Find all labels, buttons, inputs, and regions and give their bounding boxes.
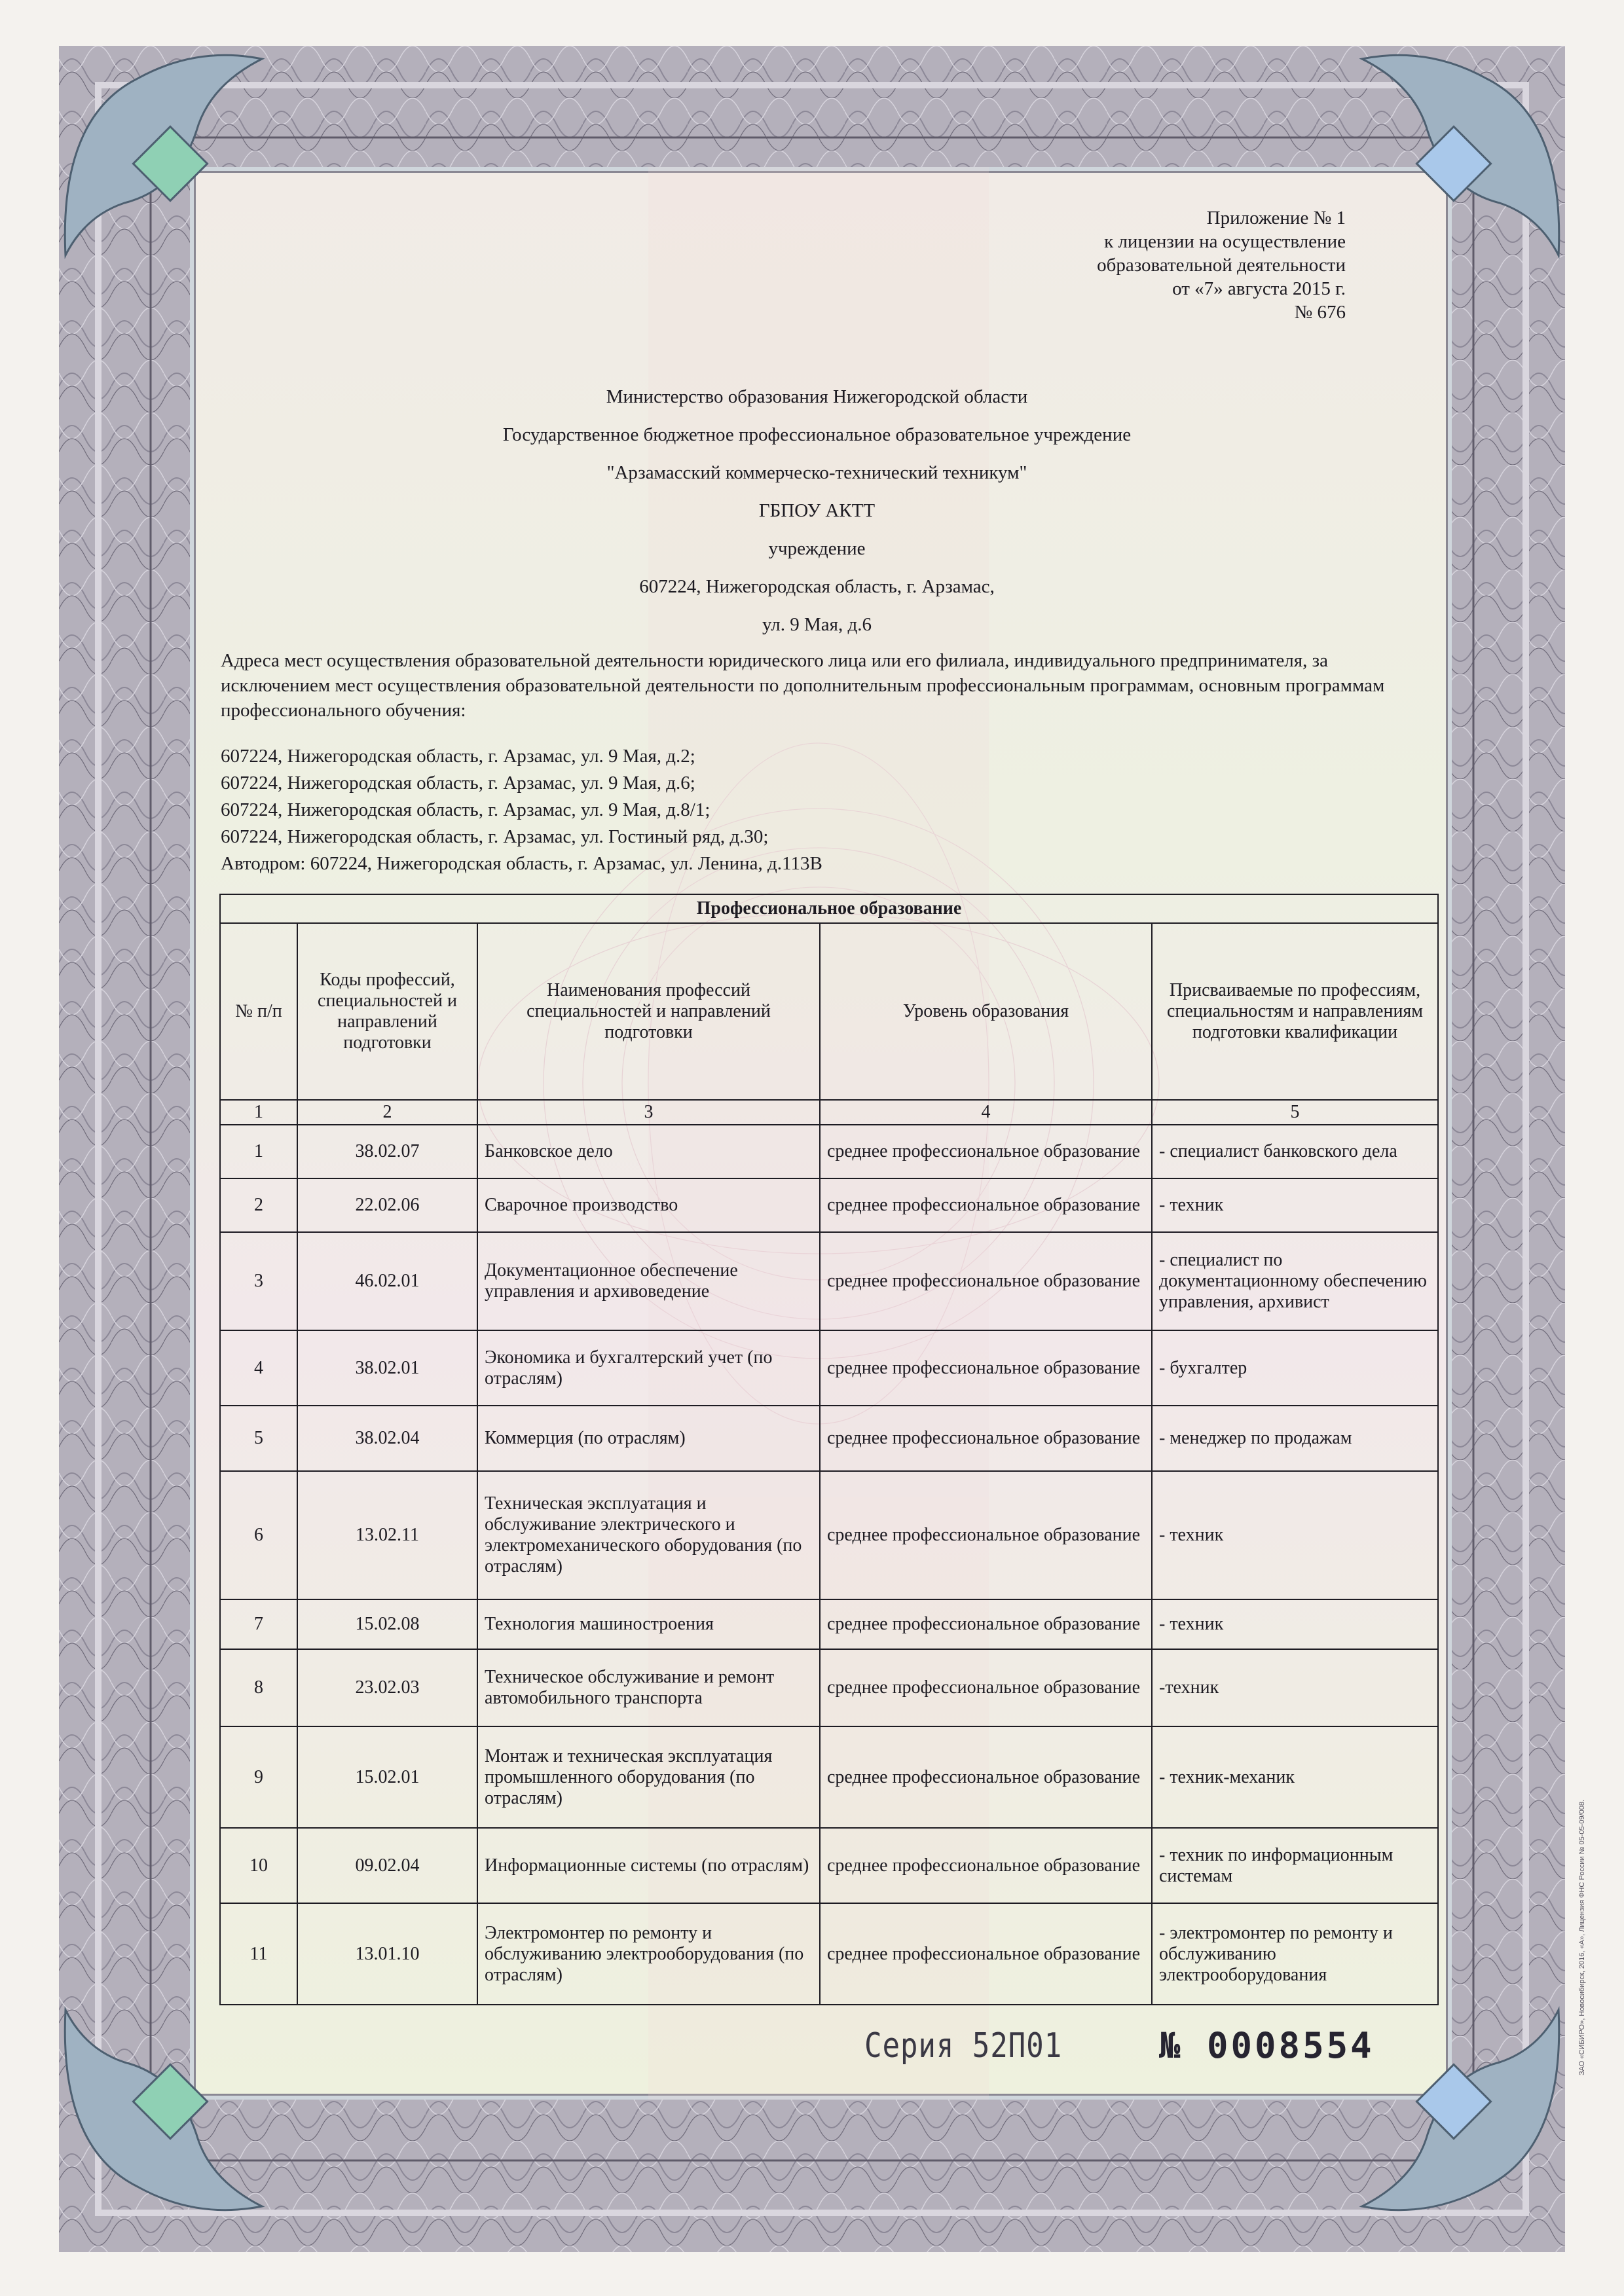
row-level: среднее профессиональное образование (820, 1903, 1152, 2005)
legal-address-line1: 607224, Нижегородская область, г. Арзамас, (639, 576, 995, 597)
form-series: Серия 52П01 (864, 2026, 1063, 2066)
row-number: 11 (220, 1903, 297, 2005)
address-item: 607224, Нижегородская область, г. Арзамас, ул. 9 Мая, д.2; (221, 746, 695, 767)
row-number: 7 (220, 1599, 297, 1649)
row-number: 9 (220, 1726, 297, 1828)
row-qualification: - техник по информационным системам (1152, 1828, 1438, 1903)
institution-kind: учреждение (768, 538, 866, 559)
row-code: 13.01.10 (297, 1903, 477, 2005)
row-name: Техническое обслуживание и ремонт автомобильного транспорта (477, 1649, 820, 1726)
addresses-list (221, 743, 1439, 877)
row-code: 22.02.06 (297, 1178, 477, 1232)
table-row (220, 1599, 1438, 1649)
document-content (190, 167, 1444, 2092)
institution-type: Государственное бюджетное профессиональное образовательное учреждение (502, 424, 1132, 445)
row-code: 38.02.07 (297, 1125, 477, 1178)
professions-table (219, 894, 1439, 2005)
row-number: 10 (220, 1828, 297, 1903)
appendix-line: к лицензии на осуществление (1104, 231, 1346, 252)
row-name: Техническая эксплуатация и обслуживание электрического и электромеханического оборудования (по отраслям) (477, 1471, 820, 1599)
row-code: 38.02.01 (297, 1330, 477, 1406)
row-level: среднее профессиональное образование (820, 1726, 1152, 1828)
row-number: 6 (220, 1471, 297, 1599)
row-level: среднее профессиональное образование (820, 1232, 1152, 1330)
row-level: среднее профессиональное образование (820, 1828, 1152, 1903)
row-number: 5 (220, 1406, 297, 1471)
row-code: 38.02.04 (297, 1406, 477, 1471)
row-qualification: - техник-механик (1152, 1726, 1438, 1828)
column-number: 1 (220, 1100, 297, 1125)
institution-name: "Арзамасский коммерческо-технический техникум" (606, 462, 1027, 483)
row-level: среднее профессиональное образование (820, 1599, 1152, 1649)
row-qualification: - специалист банковского дела (1152, 1125, 1438, 1178)
row-number: 2 (220, 1178, 297, 1232)
table-caption: Профессиональное образование (220, 894, 1438, 923)
table-row (220, 1649, 1438, 1726)
ministry-name: Министерство образования Нижегородской области (606, 386, 1028, 407)
row-level: среднее профессиональное образование (820, 1649, 1152, 1726)
column-header-qualification: Присваиваемые по профессиям, специальностям и направлениям подготовки квалификации (1152, 923, 1438, 1100)
row-qualification: - электромонтер по ремонту и обслуживанию электрооборудования (1152, 1903, 1438, 2005)
row-name: Коммерция (по отраслям) (477, 1406, 820, 1471)
table-row (220, 1178, 1438, 1232)
legal-address-line2: ул. 9 Мая, д.6 (762, 614, 872, 635)
row-qualification: - менеджер по продажам (1152, 1406, 1438, 1471)
column-header-name: Наименования профессий специальностей и направлений подготовки (477, 923, 820, 1100)
column-header-level: Уровень образования (820, 923, 1152, 1100)
row-qualification: - техник (1152, 1178, 1438, 1232)
column-number: 3 (477, 1100, 820, 1125)
table-row (220, 1330, 1438, 1406)
row-name: Документационное обеспечение управления и архивоведение (477, 1232, 820, 1330)
row-code: 09.02.04 (297, 1828, 477, 1903)
institution-header (190, 378, 1444, 644)
row-level: среднее профессиональное образование (820, 1125, 1152, 1178)
row-number: 4 (220, 1330, 297, 1406)
column-number: 4 (820, 1100, 1152, 1125)
row-qualification: - техник (1152, 1599, 1438, 1649)
address-item: Автодром: 607224, Нижегородская область, г. Арзамас, ул. Ленина, д.113В (221, 853, 822, 874)
column-header-number: № п/п (220, 923, 297, 1100)
row-code: 23.02.03 (297, 1649, 477, 1726)
institution-abbreviation: ГБПОУ АКТТ (758, 500, 876, 521)
row-qualification: - бухгалтер (1152, 1330, 1438, 1406)
row-name: Банковское дело (477, 1125, 820, 1178)
row-name: Сварочное производство (477, 1178, 820, 1232)
column-number: 2 (297, 1100, 477, 1125)
row-qualification: - специалист по документационному обеспечению управления, архивист (1152, 1232, 1438, 1330)
row-level: среднее профессиональное образование (820, 1406, 1152, 1471)
row-level: среднее профессиональное образование (820, 1330, 1152, 1406)
printer-imprint-text: ЗАО «СИБИРО», Новосибирск, 2016, «А», Лицензия ФНС России № 05-05-09/008. (1578, 1799, 1586, 2075)
row-code: 15.02.08 (297, 1599, 477, 1649)
appendix-license-number: № 676 (1294, 302, 1346, 323)
row-number: 3 (220, 1232, 297, 1330)
table-row (220, 1903, 1438, 2005)
row-name: Электромонтер по ремонту и обслуживанию электрооборудования (по отраслям) (477, 1903, 820, 2005)
row-level: среднее профессиональное образование (820, 1178, 1152, 1232)
row-code: 13.02.11 (297, 1471, 477, 1599)
address-item: 607224, Нижегородская область, г. Арзамас, ул. Гостиный ряд, д.30; (221, 826, 769, 847)
row-number: 1 (220, 1125, 297, 1178)
printer-imprint (1578, 1578, 1589, 2075)
appendix-line: образовательной деятельности (1097, 255, 1346, 276)
row-code: 15.02.01 (297, 1726, 477, 1828)
addresses-intro: Адреса мест осуществления образовательной деятельности юридического лица или его филиала, индивидуального предпринимателя, за исключением мест осуществления образовательной деятельности по дополнительным профессиональным программам, основным программам профессионального обучения: (221, 650, 1385, 721)
address-item: 607224, Нижегородская область, г. Арзамас, ул. 9 Мая, д.8/1; (221, 799, 710, 820)
table-row (220, 1406, 1438, 1471)
form-number: № 0008554 (1159, 2025, 1375, 2066)
table-row (220, 1828, 1438, 1903)
row-level: среднее профессиональное образование (820, 1471, 1152, 1599)
column-header-code: Коды профессий, специальностей и направлений подготовки (297, 923, 477, 1100)
row-name: Монтаж и техническая эксплуатация промышленного оборудования (по отраслям) (477, 1726, 820, 1828)
row-qualification: - техник (1152, 1471, 1438, 1599)
appendix-heading (887, 206, 1346, 324)
row-code: 46.02.01 (297, 1232, 477, 1330)
table-row (220, 1125, 1438, 1178)
row-name: Информационные системы (по отраслям) (477, 1828, 820, 1903)
address-item: 607224, Нижегородская область, г. Арзамас, ул. 9 Мая, д.6; (221, 773, 695, 793)
table-row (220, 1471, 1438, 1599)
row-number: 8 (220, 1649, 297, 1726)
appendix-date: от «7» августа 2015 г. (1172, 278, 1346, 299)
table-row (220, 1232, 1438, 1330)
row-qualification: -техник (1152, 1649, 1438, 1726)
row-name: Экономика и бухгалтерский учет (по отраслям) (477, 1330, 820, 1406)
appendix-title: Приложение № 1 (1206, 208, 1346, 228)
row-name: Технология машиностроения (477, 1599, 820, 1649)
column-number: 5 (1152, 1100, 1438, 1125)
table-row (220, 1726, 1438, 1828)
